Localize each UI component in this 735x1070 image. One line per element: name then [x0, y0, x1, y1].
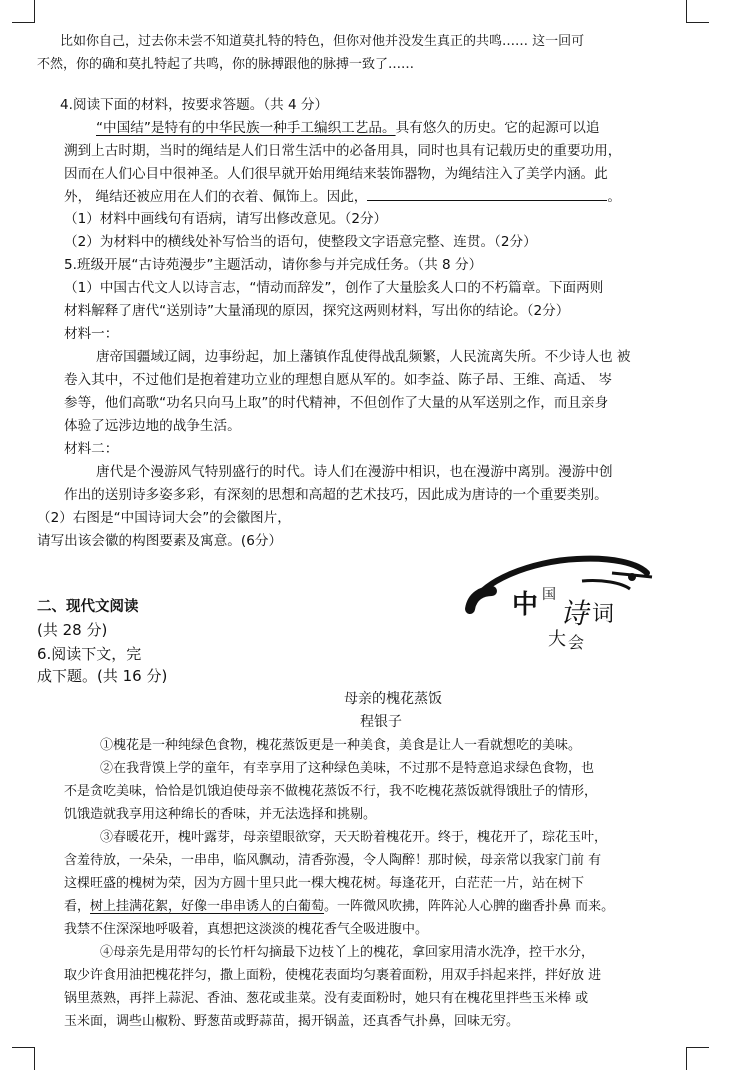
svg-text:诗: 诗	[560, 597, 589, 630]
material-2-line-1: 唐代是个漫游风气特别盛行的时代。诗人们在漫游中相识，也在漫游中离别。漫游中创	[96, 464, 613, 480]
paragraph-2-line-3: 饥饿造就我享用这种绵长的香味，并无法选择和挑剔。	[64, 807, 377, 822]
q6-prompt-line-2: 成下题。(共 16 分)	[37, 667, 168, 685]
material-1-line-1: 唐帝国疆域辽阔，边事纷起，加上藩镇作乱使得战乱频繁，人民流离失所。不少诗人也 被	[96, 349, 631, 365]
paragraph-4-line-4: 玉米面，调些山椒粉、野葱苗或野蒜苗，揭开锅盖，还真香气扑鼻，回味无穷。	[64, 1014, 520, 1029]
q4-line-4-text: 外， 绳结还被应用在人们的衣着、佩饰上。因此，	[64, 189, 368, 205]
article-author: 程银子	[360, 714, 402, 730]
q4-title: 4.阅读下面的材料，按要求答题。（共 4 分）	[60, 97, 329, 113]
material-1-line-4: 体验了远涉边地的战争生活。	[64, 418, 241, 434]
paragraph-3-line-5: 我禁不住深深地呼吸着，真想把这淡淡的槐花香气全吸进腹中。	[64, 922, 429, 937]
q5-sub1-line-2: 材料解释了唐代“送别诗”大量涌现的原因，探究这两则材料，写出你的结论。（2分）	[64, 303, 570, 319]
paragraph-2-line-1: ②在我背馍上学的童年，有幸享用了这种绿色美味，不过那不是特意追求绿色食物，也	[100, 761, 595, 776]
crop-mark-bottom-right	[686, 1047, 709, 1070]
material-1-label: 材料一：	[64, 326, 119, 342]
paragraph-4-line-1: ④母亲先是用带勾的长竹杆勾摘最下边枝丫上的槐花，拿回家用清水洗净，控干水分，	[100, 945, 595, 960]
svg-text:会: 会	[568, 633, 585, 651]
paragraph-3-line-4-start: 看，	[64, 899, 91, 914]
q4-answer-blank[interactable]	[367, 188, 607, 201]
q4-subquestion-1: （1）材料中画线句有语病，请写出修改意见。（2分）	[64, 211, 388, 227]
intro-line-1: 比如你自己，过去你未尝不知道莫扎特的特色，但你对他并没发生真正的共鸣…… 这一回可	[60, 34, 585, 49]
svg-text:中: 中	[512, 590, 539, 620]
paragraph-3-line-1: ③春暖花开，槐叶露芽，母亲望眼欲穿，天天盼着槐花开。终于，槐花开了，琮花玉叶，	[100, 830, 608, 845]
section-heading: 二、现代文阅读	[37, 599, 139, 615]
q5-sub2-line-2: 请写出该会徽的构图要素及寓意。(6分）	[37, 533, 283, 549]
section-points: (共 28 分)	[37, 621, 108, 639]
q4-paragraph-line-1	[96, 119, 599, 137]
intro-line-2: 不然，你的确和莫扎特起了共鸣，你的脉搏跟他的脉搏一致了……	[37, 57, 415, 72]
svg-text:大: 大	[548, 629, 566, 650]
q4-paragraph-line-2: 溯到上古时期，当时的绳结是人们日常生活中的必备用具，同时也具有记载历史的重要功用，	[64, 143, 622, 159]
crop-mark-top-right	[686, 0, 709, 23]
paragraph-4-line-3: 锅里蒸熟，再拌上蒜泥、香油、葱花或韭菜。没有麦面粉时，她只有在槐花里拌些玉米棒 或	[64, 991, 589, 1006]
q4-subquestion-2: （2）为材料中的横线处补写恰当的语句，使整段文字语意完整、连贯。（2分）	[64, 234, 537, 250]
paragraph-3-line-4-end: 。一阵微风吹拂，阵阵沁人心脾的幽香扑鼻 而来。	[324, 899, 615, 914]
q4-underlined-sentence: “中国结”是特有的中华民族一种手工编织工艺品。	[96, 120, 396, 136]
q5-sub1-line-1: （1）中国古代文人以诗言志，“情动而辞发”，创作了大量脍炙人口的不朽篇章。下面两则	[64, 280, 604, 296]
q4-line-1-rest: 具有悠久的历史。它的起源可以追	[395, 120, 600, 136]
paragraph-4-line-2: 取少许食用油把槐花拌匀，撒上面粉，使槐花表面均匀裹着面粉，用双手抖起来拌，拌好放 进	[64, 968, 602, 983]
paragraph-3-line-4	[64, 898, 614, 916]
article-title: 母亲的槐花蒸饭	[344, 691, 442, 707]
poetry-conference-logo	[462, 551, 662, 651]
material-2-label: 材料二：	[64, 441, 119, 457]
paragraph-3-line-3: 这棵旺盛的槐树为荣，因为方圆十里只此一棵大槐花树。每逢花开，白茫茫一片，站在树下	[64, 876, 585, 891]
material-1-line-2: 卷入其中，不过他们是抱着建功立业的理想自愿从军的。如李益、陈子昂、王维、高适、 岑	[64, 372, 613, 388]
q5-sub2-line-1: （2）右图是“中国诗词大会”的会徽图片，	[37, 510, 291, 526]
material-1-line-3: 参等，他们高歌“功名只向马上取”的时代精神，不但创作了大量的从军送别之作，而且亲身	[64, 395, 609, 411]
underlined-sentence: 树上挂满花絮，好像一串串诱人的白葡萄	[90, 899, 325, 914]
q5-title: 5.班级开展“古诗苑漫步”主题活动，请你参与并完成任务。（共 8 分）	[64, 257, 483, 273]
q4-paragraph-line-3: 因而在人们心目中很神圣。人们很早就开始用绳结来装饰器物，为绳结注入了美学内涵。此	[64, 166, 608, 182]
paragraph-2-line-2: 不是贪吃美味，恰恰是饥饿迫使母亲不做槐花蒸饭不行，我不吃槐花蒸饭就得饿肚子的情形，	[64, 784, 598, 799]
q4-paragraph-line-4	[64, 188, 621, 206]
material-2-line-2: 作出的送别诗多姿多彩，有深刻的思想和高超的艺术技巧，因此成为唐诗的一个重要类别。	[64, 487, 608, 503]
svg-text:国: 国	[542, 587, 556, 603]
svg-text:词: 词	[592, 602, 615, 627]
paragraph-3-line-2: 含羞待放，一朵朵，一串串，临风飘动，清香弥漫，令人陶醉！那时候，母亲常以我家门前 有	[64, 853, 602, 868]
crop-mark-bottom-left	[12, 1047, 35, 1070]
paragraph-1: ①槐花是一种纯绿色食物，槐花蒸饭更是一种美食，美食是让人一看就想吃的美味。	[100, 738, 582, 753]
q4-line-4-end: 。	[607, 189, 621, 205]
q6-prompt-line-1: 6.阅读下文，完	[37, 645, 142, 663]
crop-mark-top-left	[12, 0, 35, 23]
